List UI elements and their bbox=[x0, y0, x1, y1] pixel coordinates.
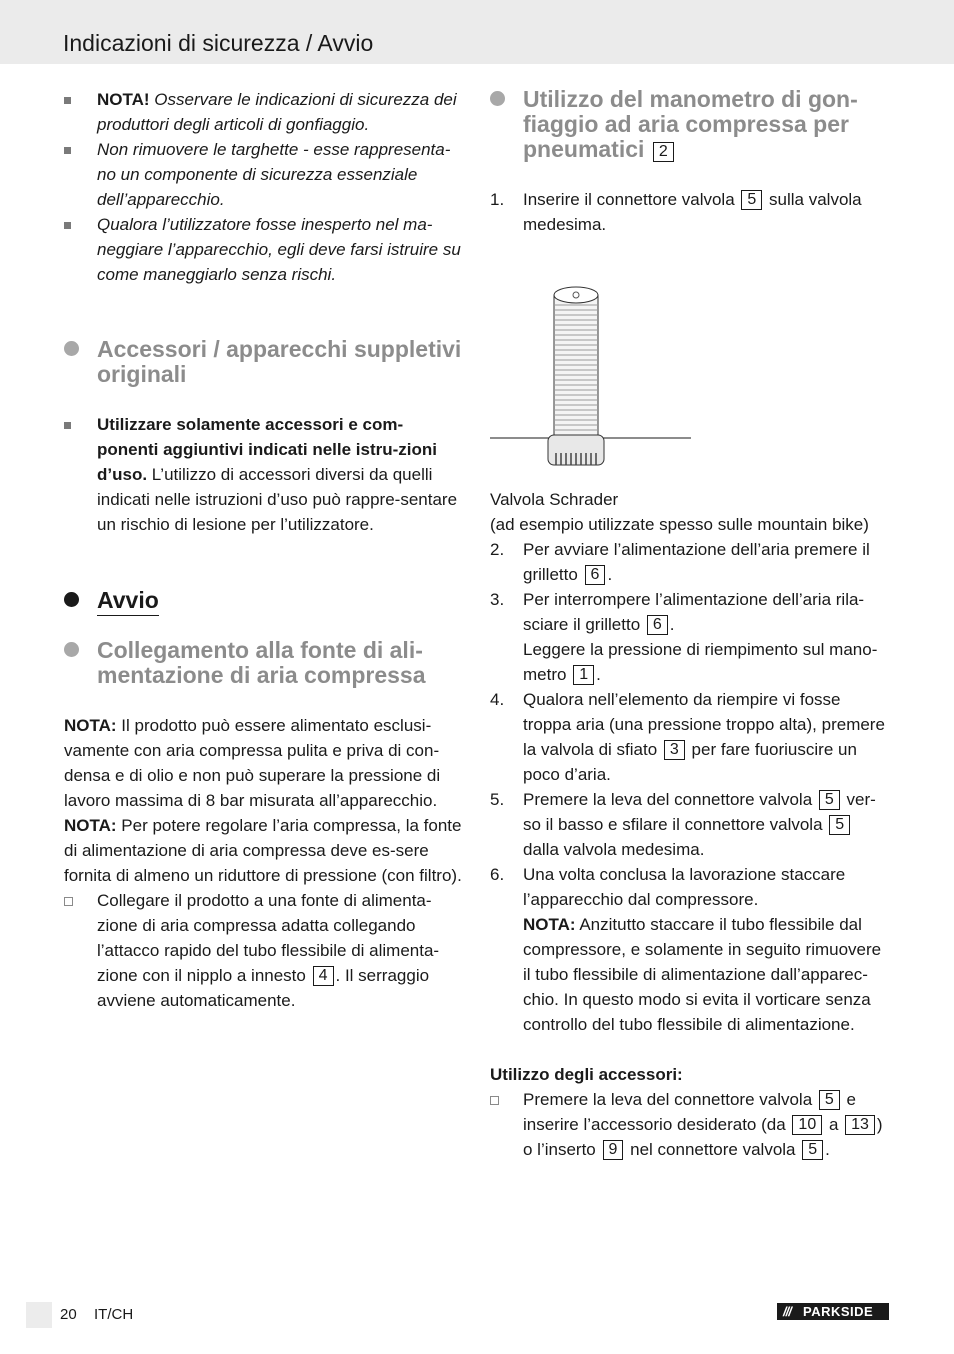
hollow-square-bullet-icon bbox=[490, 1096, 499, 1105]
step-text: . bbox=[607, 565, 613, 584]
ref-number: 2 bbox=[653, 142, 674, 162]
square-bullet-icon bbox=[64, 422, 71, 429]
bullet-dot-icon bbox=[64, 642, 79, 657]
step-1 bbox=[490, 187, 890, 237]
step-3 bbox=[490, 587, 890, 687]
safety-bullet bbox=[64, 137, 464, 212]
section-heading-accessori bbox=[64, 337, 464, 387]
step-text: Anzitutto staccare il tubo flessibile dal compressore, e solamente in seguito rimuovere il tubo flessibile di alimentazione dall’apparec-chio. In questo modo si evita il vorticare senza controllo del tubo flessibile di alimentazione. bbox=[523, 915, 882, 1034]
heading-text: Utilizzo del manometro di gon-fiaggio ad aria compressa per pneumatici bbox=[523, 86, 858, 162]
step-text: a bbox=[824, 1115, 844, 1134]
square-bullet-icon bbox=[64, 147, 71, 154]
ref-number: 5 bbox=[819, 1090, 840, 1110]
ref-number: 5 bbox=[741, 190, 762, 210]
step-number: 2. bbox=[490, 540, 505, 559]
page-number: 20 bbox=[60, 1306, 77, 1323]
ref-number: 13 bbox=[845, 1115, 875, 1135]
figure-caption: Valvola Schrader bbox=[490, 490, 619, 509]
nota-paragraph bbox=[64, 713, 464, 813]
bullet-text: L’utilizzo di accessori diversi da quelli indicati nelle istruzioni d’uso può rappre-sentare un rischio di lesione per l’utilizzatore. bbox=[97, 465, 458, 534]
bullet-text: Osservare le indicazioni di sicurezza dei produttori degli articoli di gonfiaggio. bbox=[97, 90, 457, 134]
page-header bbox=[0, 0, 954, 64]
step-text: Leggere la pressione di riempimento sul mano-metro bbox=[523, 640, 878, 684]
schrader-valve-illustration bbox=[490, 283, 691, 473]
step-text: dalla valvola medesima. bbox=[523, 840, 705, 859]
bullet-bold-text: Utilizzare solamente accessori e com-ponenti aggiuntivi indicati nelle istru-zioni d’uso. bbox=[97, 415, 438, 484]
step-text: ver-so il basso e sfilare il connettore valvola bbox=[523, 790, 876, 834]
footer-page-marker bbox=[26, 1302, 52, 1328]
step-text: sulla valvola medesima. bbox=[523, 190, 862, 234]
step-text: ) o l’inserto bbox=[523, 1115, 883, 1159]
ref-number: 5 bbox=[819, 790, 840, 810]
figure-caption: (ad esempio utilizzate spesso sulle mountain bike) bbox=[490, 515, 869, 534]
step-number: 6. bbox=[490, 865, 505, 884]
ref-number: 4 bbox=[313, 966, 334, 986]
page-title: Indicazioni di sicurezza / Avvio bbox=[63, 30, 374, 56]
parkside-logo bbox=[777, 1303, 889, 1320]
step-5 bbox=[490, 787, 890, 862]
step-number: 4. bbox=[490, 690, 505, 709]
logo-text: PARKSIDE bbox=[803, 1304, 874, 1319]
square-bullet-icon bbox=[64, 222, 71, 229]
ref-number: 6 bbox=[647, 615, 668, 635]
safety-bullet bbox=[64, 87, 464, 137]
accessori-bullet bbox=[64, 412, 464, 537]
step-text: . bbox=[669, 615, 675, 634]
nota-label: NOTA: bbox=[64, 816, 117, 835]
ref-number: 5 bbox=[802, 1140, 823, 1160]
step-text: Qualora nell’elemento da riempire vi fosse troppa aria (una pressione troppo alta), premere la valvola di sfiato bbox=[523, 690, 885, 759]
step-6 bbox=[490, 862, 890, 1037]
nota-label: NOTA! bbox=[97, 90, 150, 109]
logo-stripes-icon: /// bbox=[783, 1304, 791, 1319]
accessori-step bbox=[490, 1087, 890, 1162]
step-text: Premere la leva del connettore valvola bbox=[523, 790, 813, 809]
right-column bbox=[490, 87, 890, 1162]
step-text: Per interrompere l’alimentazione dell’aria rila-sciare il grilletto bbox=[523, 590, 865, 634]
step-2 bbox=[490, 537, 890, 587]
left-column bbox=[64, 87, 464, 1013]
heading-text: Collegamento alla fonte di ali-mentazione di aria compressa bbox=[97, 637, 426, 688]
step-text: Premere la leva del connettore valvola bbox=[523, 1090, 813, 1109]
step-text: . Il serraggio avviene automaticamente. bbox=[97, 966, 430, 1010]
nota-text: Per potere regolare l’aria compressa, la fonte di alimentazione di aria compressa deve es-sere fornita di almeno un riduttore di pressione (con filtro). bbox=[64, 816, 462, 885]
bullet-text: Non rimuovere le targhette - esse rappresenta-no un componente di sicurezza essenziale dell’apparecchio. bbox=[97, 140, 451, 209]
ref-number: 6 bbox=[585, 565, 606, 585]
bullet-dot-icon bbox=[64, 341, 79, 356]
bullet-dot-icon bbox=[490, 91, 505, 106]
square-bullet-icon bbox=[64, 97, 71, 104]
step-text: Per avviare l’alimentazione dell’aria premere il grilletto bbox=[523, 540, 870, 584]
step-text: Inserire il connettore valvola bbox=[523, 190, 735, 209]
section-heading-avvio bbox=[64, 587, 464, 616]
step-bullet bbox=[64, 888, 464, 1013]
step-text: Collegare il prodotto a una fonte di alimenta-zione di aria compressa adatta collegando l’attacco rapido del tubo flessibile di alimenta-zione con il nipplo a innesto bbox=[97, 891, 440, 985]
ref-number: 3 bbox=[664, 740, 685, 760]
ref-number: 1 bbox=[573, 665, 594, 685]
bullet-text: Qualora l’utilizzatore fosse inesperto nel ma-neggiare l’apparecchio, egli deve farsi istruire su come maneggiarlo senza rischi. bbox=[97, 215, 461, 284]
nota-label: NOTA: bbox=[64, 716, 117, 735]
step-number: 1. bbox=[490, 190, 505, 209]
nota-label: NOTA: bbox=[523, 915, 576, 934]
step-text: Una volta conclusa la lavorazione staccare l’apparecchio dal compressore. bbox=[523, 865, 846, 909]
ref-number: 10 bbox=[792, 1115, 822, 1135]
ref-number: 9 bbox=[603, 1140, 624, 1160]
step-4 bbox=[490, 687, 890, 787]
section-heading-collegamento bbox=[64, 638, 464, 688]
step-number: 3. bbox=[490, 590, 505, 609]
step-text: per fare fuoriuscire un poco d’aria. bbox=[523, 740, 857, 784]
section-heading-manometro bbox=[490, 87, 890, 162]
safety-bullet bbox=[64, 212, 464, 287]
step-number: 5. bbox=[490, 790, 505, 809]
bullet-dot-icon bbox=[64, 592, 79, 607]
hollow-square-bullet-icon bbox=[64, 897, 73, 906]
language-code: IT/CH bbox=[94, 1306, 134, 1323]
ref-number: 5 bbox=[829, 815, 850, 835]
nota-paragraph bbox=[64, 813, 464, 888]
step-text: . bbox=[825, 1140, 830, 1159]
subheading-accessori: Utilizzo degli accessori: bbox=[490, 1065, 683, 1084]
step-text: . bbox=[596, 665, 601, 684]
heading-text: Accessori / apparecchi suppletivi originali bbox=[97, 336, 462, 387]
step-text: e inserire l’accessorio desiderato (da bbox=[523, 1090, 856, 1134]
heading-text: Avvio bbox=[97, 587, 159, 616]
nota-text: Il prodotto può essere alimentato esclusi-vamente con aria compressa pulita e priva di con-densa e di olio e non può superare la pressione di lavoro massima di 8 bar misurata all’apparecchio. bbox=[64, 716, 441, 810]
step-text: nel connettore valvola bbox=[625, 1140, 796, 1159]
